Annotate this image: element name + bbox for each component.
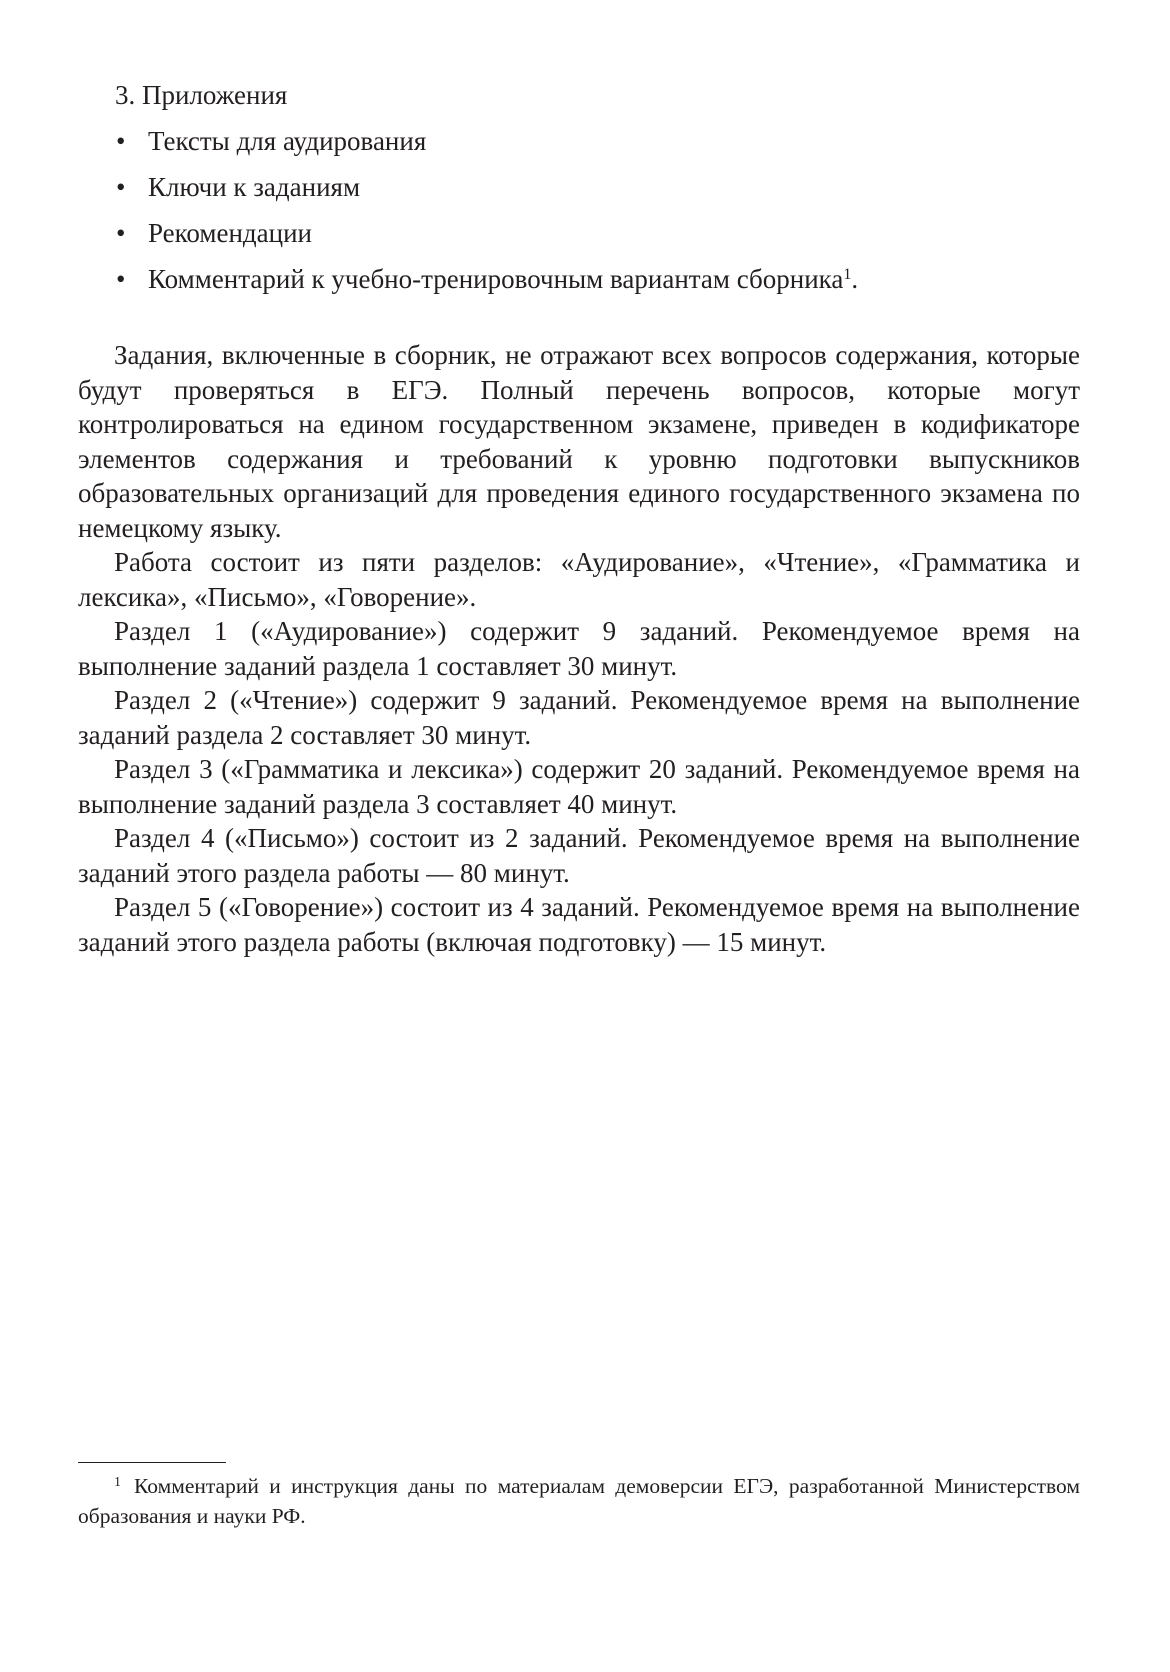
appendix-heading: 3. Приложения (115, 80, 288, 110)
list-item (78, 118, 1080, 164)
body-text (78, 338, 1080, 959)
bullet-icon: • (116, 126, 126, 156)
list-item-text: Комментарий к учебно-тренировочным вариантам сборника (148, 264, 844, 294)
list-item-text: Рекомендации (148, 218, 312, 248)
list-item (78, 210, 1080, 256)
list-item (78, 164, 1080, 210)
footnotes (78, 1462, 1080, 1531)
page-content (78, 72, 1080, 959)
footnote-divider (78, 1462, 226, 1463)
paragraph-intro: Задания, включенные в сборник, не отражают всех вопросов содержания, которые будут проверяться в ЕГЭ. Полный перечень вопросов, которые могут контролироваться на едином государственном экзамене, приведен в кодификаторе элементов содержания и требований к уровню подготовки выпускников образовательных организаций для проведения единого государственного экзамена по немецкому языку. (78, 340, 1080, 543)
list-item-text: Тексты для аудирования (148, 126, 427, 156)
appendix-list (78, 118, 1080, 302)
bullet-icon: • (116, 172, 126, 202)
paragraph-section-3: Раздел 3 («Грамматика и лексика») содержит 20 заданий. Рекомендуемое время на выполнение заданий раздела 3 составляет 40 минут. (78, 754, 1080, 819)
footnote: 1 Комментарий и инструкция даны по материалам демоверсии ЕГЭ, разработанной Министерством образования и науки РФ. (78, 1474, 1080, 1528)
footnote-text: Комментарий и инструкция даны по материалам демоверсии ЕГЭ, разработанной Министерством образования и науки РФ. (78, 1474, 1080, 1528)
paragraph-section-5: Раздел 5 («Говорение») состоит из 4 заданий. Рекомендуемое время на выполнение заданий этого раздела работы (включая подготовку) — 15 минут. (78, 892, 1080, 957)
paragraph-section-2: Раздел 2 («Чтение») содержит 9 заданий. Рекомендуемое время на выполнение заданий раздела 2 составляет 30 минут. (78, 685, 1080, 750)
paragraph-section-4: Раздел 4 («Письмо») состоит из 2 заданий. Рекомендуемое время на выполнение заданий этого раздела работы — 80 минут. (78, 823, 1080, 888)
list-item (78, 256, 1080, 302)
list-item-text: Ключи к заданиям (148, 172, 361, 202)
bullet-icon: • (116, 264, 126, 294)
paragraph-section-1: Раздел 1 («Аудирование») содержит 9 заданий. Рекомендуемое время на выполнение заданий раздела 1 составляет 30 минут. (78, 616, 1080, 681)
bullet-icon: • (116, 218, 126, 248)
paragraph-structure: Работа состоит из пяти разделов: «Аудирование», «Чтение», «Грамматика и лексика», «Письмо», «Говорение». (78, 547, 1080, 612)
list-item-tail: . (851, 264, 859, 294)
footnote-reference[interactable]: 1 (843, 266, 852, 283)
